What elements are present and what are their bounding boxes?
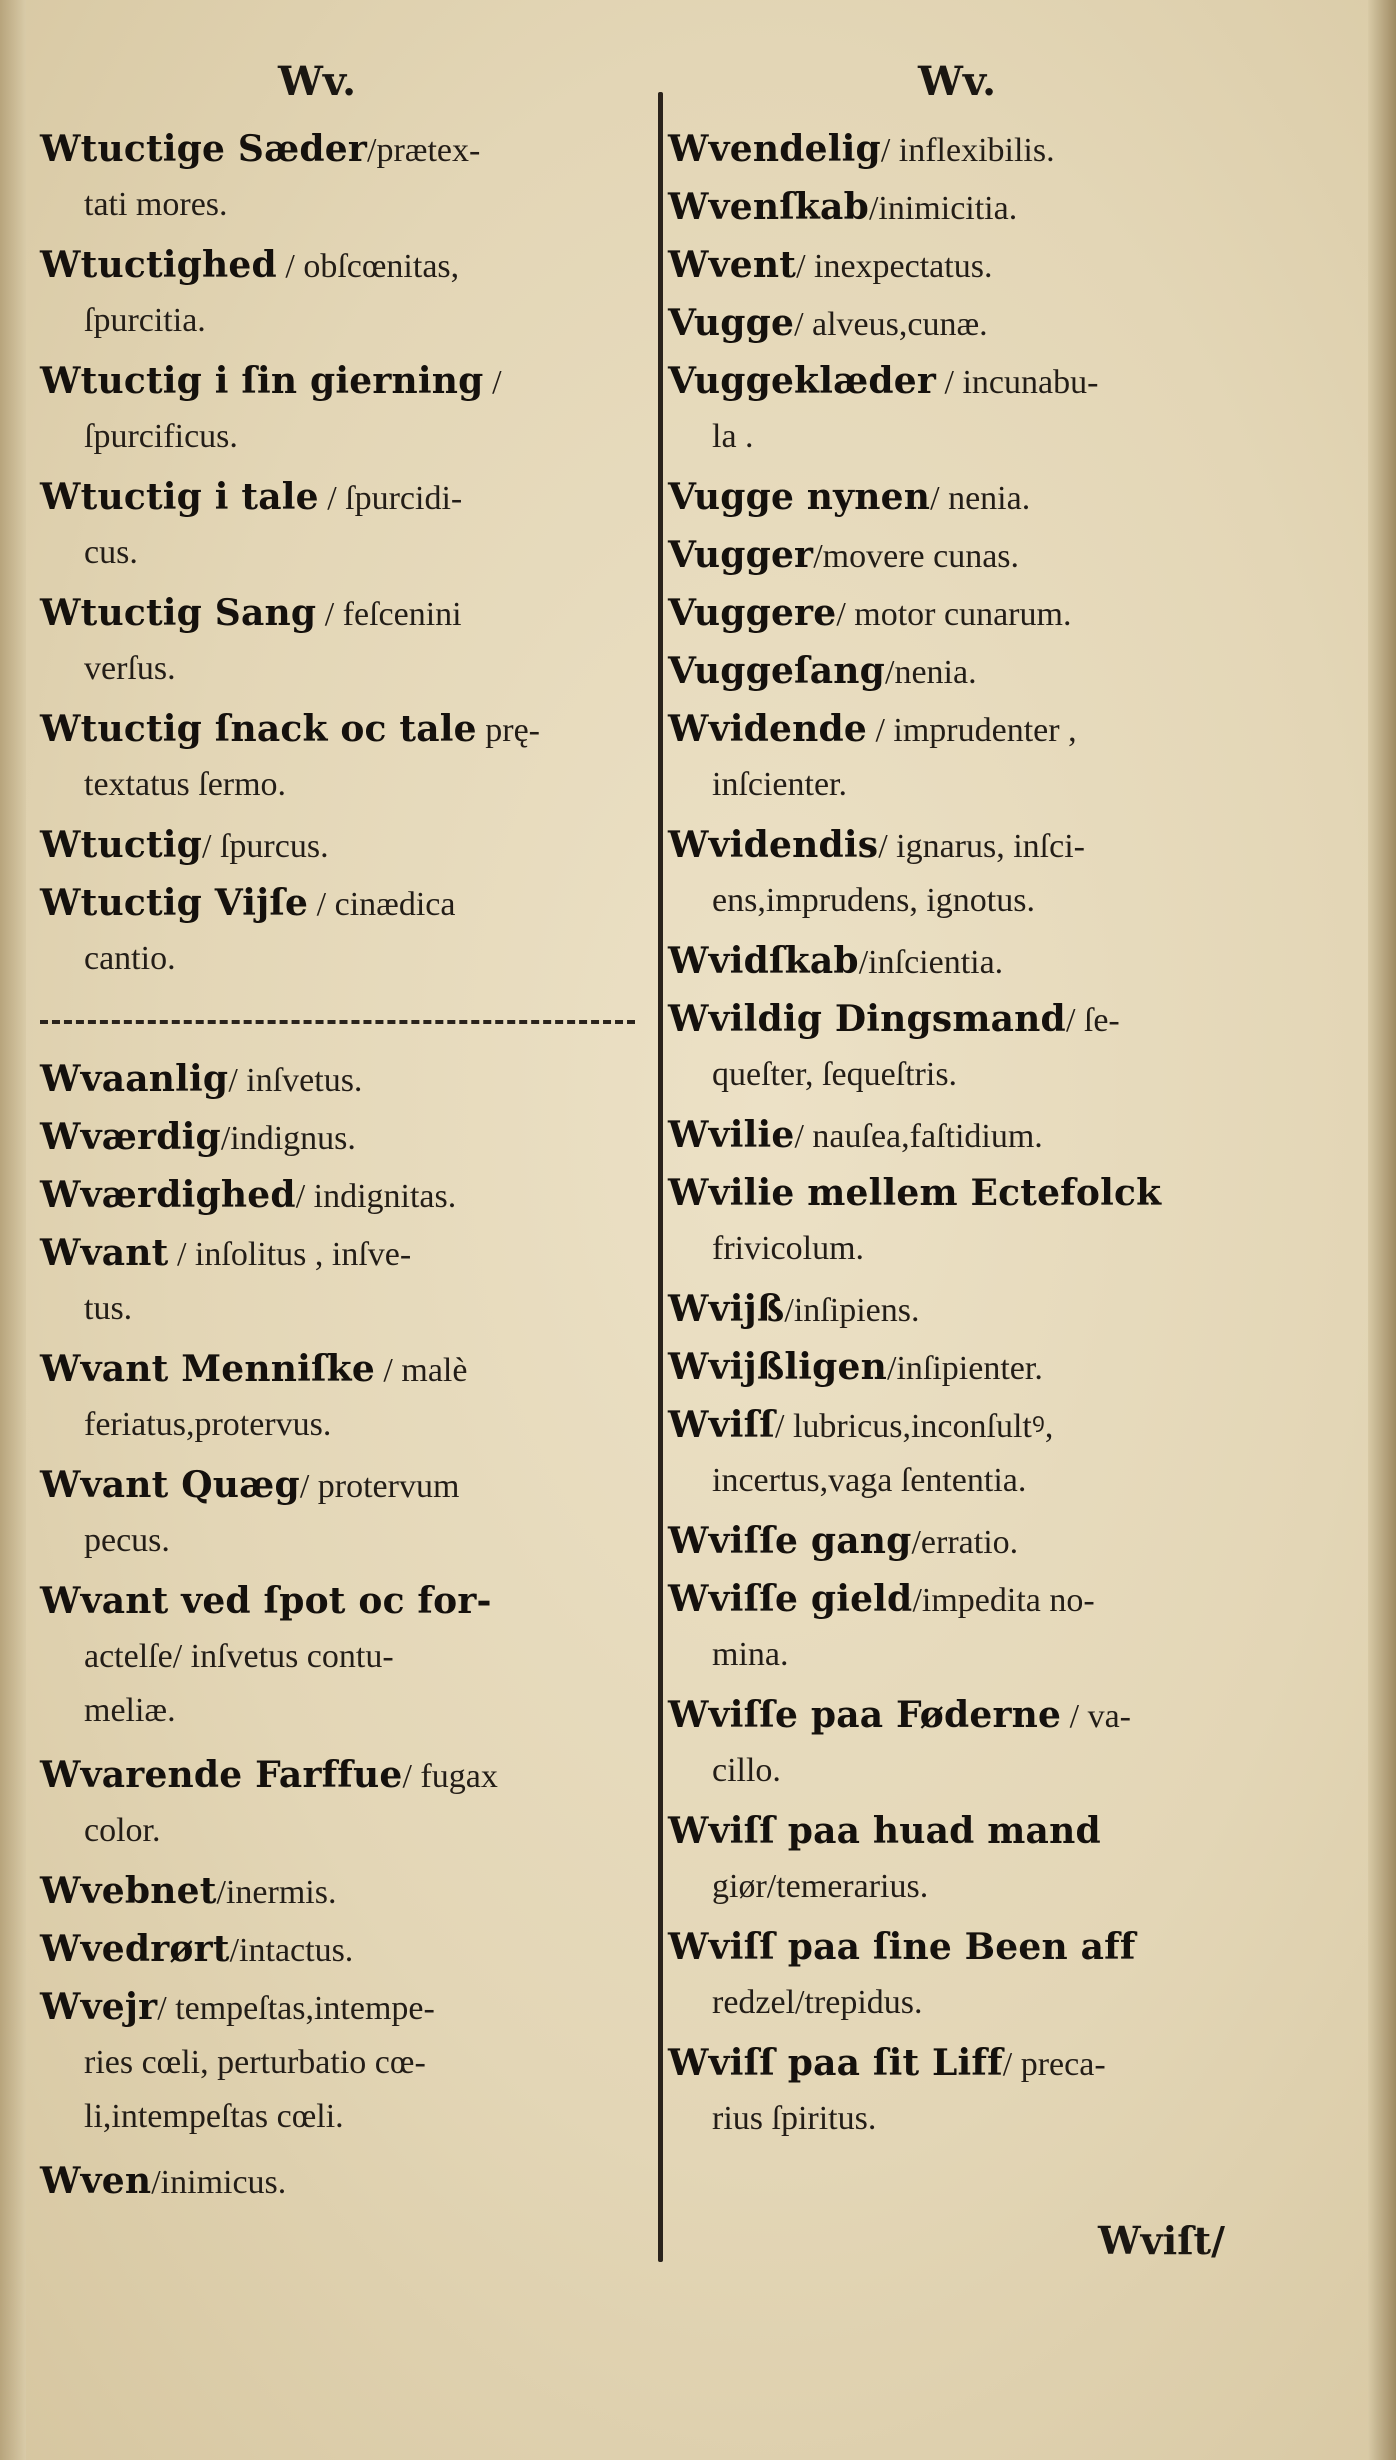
gloss: /impedita no- bbox=[912, 1582, 1095, 1619]
headword: Wvant Menniſke bbox=[40, 1348, 375, 1390]
headword: Wvant ved ſpot oc for- bbox=[40, 1580, 492, 1622]
dictionary-entry bbox=[40, 1342, 645, 1452]
gloss: / inflexibilis. bbox=[880, 132, 1055, 169]
headword: Vugge nynen bbox=[668, 476, 931, 518]
gloss: / obſcœnitas, bbox=[276, 248, 460, 285]
gloss: / ſpurcus. bbox=[202, 828, 329, 865]
entry-line bbox=[668, 354, 1288, 410]
headword: Wvilie bbox=[668, 1114, 795, 1156]
dictionary-entry bbox=[40, 1168, 645, 1224]
headword: Vuggeklæder bbox=[668, 360, 937, 402]
entry-continuation: li,intempeſtas cœli. bbox=[84, 2098, 344, 2135]
dictionary-entry bbox=[668, 1514, 1288, 1570]
gloss: /inermis. bbox=[216, 1874, 337, 1911]
dictionary-entry bbox=[668, 1804, 1288, 1914]
gloss: /inſipienter. bbox=[887, 1350, 1043, 1387]
entry-continuation: frivicolum. bbox=[712, 1230, 865, 1267]
gloss: / nauſea,faſtidium. bbox=[794, 1118, 1043, 1155]
headword: Wvarende Farffue bbox=[40, 1754, 403, 1796]
entry-line bbox=[40, 470, 645, 526]
entry-continuation: tati mores. bbox=[84, 186, 228, 223]
gloss: / motor cunarum. bbox=[836, 596, 1072, 633]
entry-line bbox=[40, 354, 645, 410]
headword: Vugger bbox=[668, 534, 814, 576]
headword: Wtuctig i tale bbox=[40, 476, 319, 518]
page-edge-left bbox=[0, 0, 26, 2460]
headword: Wviſſe paa Føderne bbox=[668, 1694, 1062, 1736]
gloss: / lubricus,inconſultꝰ, bbox=[775, 1408, 1054, 1445]
gloss: / indignitas. bbox=[295, 1178, 457, 1215]
gloss: / alveus,cunæ. bbox=[794, 306, 988, 343]
headword: Wviſſ paa ſit Liff bbox=[668, 2042, 1003, 2084]
dictionary-entry bbox=[668, 1688, 1288, 1798]
entry-line bbox=[40, 586, 645, 642]
headword: Wvendelig bbox=[668, 128, 881, 170]
dictionary-entry bbox=[668, 1572, 1288, 1682]
entry-line bbox=[668, 644, 1288, 700]
entry-line bbox=[668, 1804, 1288, 1860]
entry-line bbox=[668, 992, 1288, 1048]
entry-line bbox=[668, 296, 1288, 352]
headword: Wværdighed bbox=[40, 1174, 296, 1216]
dictionary-entry bbox=[40, 1574, 645, 1738]
entry-line bbox=[668, 1572, 1288, 1628]
entry-continuation: ſpurcitia. bbox=[84, 302, 206, 339]
catchword: Wviſt/ bbox=[1098, 2218, 1225, 2263]
entry-continuation: feriatus,protervus. bbox=[84, 1406, 332, 1443]
headword: Wvedrørt bbox=[40, 1928, 230, 1970]
entry-line bbox=[40, 1980, 645, 2036]
headword: Wtuctig ſnack oc tale bbox=[40, 708, 477, 750]
dictionary-entry bbox=[668, 354, 1288, 464]
dictionary-entry bbox=[668, 238, 1288, 294]
gloss: / inſolitus , inſve- bbox=[168, 1236, 412, 1273]
headword: Wvent bbox=[668, 244, 797, 286]
entry-continuation: inſcienter. bbox=[712, 766, 848, 803]
dictionary-entry bbox=[668, 992, 1288, 1102]
dictionary-entry bbox=[668, 1166, 1288, 1276]
headword: Vugge bbox=[668, 302, 795, 344]
entry-continuation: pecus. bbox=[84, 1522, 170, 1559]
dictionary-entry bbox=[40, 238, 645, 348]
dictionary-entry bbox=[40, 2154, 645, 2210]
headword: Wvaanlig bbox=[40, 1058, 229, 1100]
dictionary-entry bbox=[668, 644, 1288, 700]
gloss: prę- bbox=[476, 712, 540, 749]
entry-continuation: cus. bbox=[84, 534, 138, 571]
headword: Vuggere bbox=[668, 592, 837, 634]
dictionary-entry bbox=[40, 122, 645, 232]
entry-line bbox=[40, 1458, 645, 1514]
gloss: / feſcenini bbox=[316, 596, 462, 633]
gloss: / protervum bbox=[299, 1468, 460, 1505]
entry-continuation: ſpurcificus. bbox=[84, 418, 238, 455]
entry-line bbox=[668, 1920, 1288, 1976]
dictionary-entry bbox=[668, 1340, 1288, 1396]
entry-line bbox=[668, 1398, 1288, 1454]
gloss: /intactus. bbox=[229, 1932, 354, 1969]
entry-line bbox=[40, 238, 645, 294]
entry-line bbox=[668, 934, 1288, 990]
dictionary-entry bbox=[668, 818, 1288, 928]
gloss: / fugax bbox=[402, 1758, 498, 1795]
entry-line bbox=[40, 1922, 645, 1978]
entry-line bbox=[40, 876, 645, 932]
headword: Wvidende bbox=[668, 708, 867, 750]
gloss: /inſcientia. bbox=[858, 944, 1004, 981]
gloss: / ſpurcidi- bbox=[318, 480, 463, 517]
dictionary-entry bbox=[40, 470, 645, 580]
dictionary-entry bbox=[668, 470, 1288, 526]
gloss: /prætex- bbox=[367, 132, 481, 169]
gloss: /movere cunas. bbox=[813, 538, 1020, 575]
entry-continuation: ries cœli, perturbatio cœ- bbox=[84, 2044, 426, 2081]
headword: Wvidſkab bbox=[668, 940, 859, 982]
dictionary-entry bbox=[40, 586, 645, 696]
entry-line bbox=[40, 818, 645, 874]
gloss: /erratio. bbox=[911, 1524, 1019, 1561]
dictionary-entry bbox=[40, 1226, 645, 1336]
entry-line bbox=[668, 1340, 1288, 1396]
dictionary-entry bbox=[40, 702, 645, 812]
entry-line bbox=[668, 1166, 1288, 1222]
entry-line bbox=[40, 1052, 645, 1108]
dictionary-entry bbox=[668, 180, 1288, 236]
dictionary-entry bbox=[40, 1748, 645, 1858]
headword: Wtuctig Sang bbox=[40, 592, 317, 634]
dictionary-entry bbox=[668, 2036, 1288, 2146]
headword: Wviſſ bbox=[668, 1404, 775, 1446]
dictionary-entry bbox=[40, 1864, 645, 1920]
dictionary-entry bbox=[668, 702, 1288, 812]
running-head-right: Wv. bbox=[918, 58, 997, 105]
entry-line bbox=[668, 238, 1288, 294]
entry-continuation: cantio. bbox=[84, 940, 176, 977]
dictionary-entry bbox=[40, 1052, 645, 1108]
entry-continuation: textatus ſermo. bbox=[84, 766, 287, 803]
entry-line bbox=[668, 1108, 1288, 1164]
entry-continuation: mina. bbox=[712, 1636, 789, 1673]
entry-line bbox=[668, 702, 1288, 758]
entry-line bbox=[40, 1574, 645, 1630]
entry-continuation: incertus,vaga ſententia. bbox=[712, 1462, 1027, 1499]
dictionary-entry bbox=[668, 934, 1288, 990]
headword: Vuggeſang bbox=[668, 650, 886, 692]
entry-line bbox=[668, 180, 1288, 236]
entry-continuation: cillo. bbox=[712, 1752, 781, 1789]
entry-line bbox=[40, 122, 645, 178]
gloss: / inexpectatus. bbox=[796, 248, 993, 285]
entry-continuation: rius ſpiritus. bbox=[712, 2100, 877, 2137]
entry-continuation: giør/temerarius. bbox=[712, 1868, 929, 1905]
entry-continuation: ens,imprudens, ignotus. bbox=[712, 882, 1035, 919]
gloss: / malè bbox=[374, 1352, 468, 1389]
entry-continuation: queſter, ſequeſtris. bbox=[712, 1056, 958, 1093]
headword: Wtuctighed bbox=[40, 244, 277, 286]
entry-line bbox=[40, 1748, 645, 1804]
entry-line bbox=[668, 586, 1288, 642]
headword: Wvenſkab bbox=[668, 186, 869, 228]
entry-continuation: la . bbox=[712, 418, 754, 455]
entry-continuation: meliæ. bbox=[84, 1692, 176, 1729]
headword: Wviſſe gang bbox=[668, 1520, 912, 1562]
gloss: /indignus. bbox=[220, 1120, 356, 1157]
headword: Wvildig Dingsmand bbox=[668, 998, 1066, 1040]
dictionary-entry bbox=[668, 1108, 1288, 1164]
gloss: /nenia. bbox=[885, 654, 977, 691]
gloss: / va- bbox=[1061, 1698, 1131, 1735]
dictionary-entry bbox=[40, 1110, 645, 1166]
gloss: / imprudenter , bbox=[866, 712, 1077, 749]
gloss: /inſipiens. bbox=[784, 1292, 920, 1329]
gloss: / incunabu- bbox=[936, 364, 1099, 401]
entry-line bbox=[40, 702, 645, 758]
entry-line bbox=[668, 470, 1288, 526]
dictionary-entry bbox=[668, 528, 1288, 584]
gloss: / cinædica bbox=[308, 886, 456, 923]
entry-line bbox=[668, 1514, 1288, 1570]
headword: Wven bbox=[40, 2160, 152, 2202]
gloss: / nenia. bbox=[930, 480, 1031, 517]
gloss: / ſe- bbox=[1065, 1002, 1120, 1039]
entry-line bbox=[40, 1342, 645, 1398]
gloss: / tempeſtas,intempe- bbox=[157, 1990, 435, 2027]
gloss: / bbox=[483, 364, 502, 401]
entry-continuation: verſus. bbox=[84, 650, 176, 687]
headword: Wværdig bbox=[40, 1116, 221, 1158]
entry-line bbox=[40, 2154, 645, 2210]
dictionary-entry bbox=[40, 1458, 645, 1568]
headword: Wtuctige Sæder bbox=[40, 128, 368, 170]
headword: Wvilie mellem Ectefolck bbox=[668, 1172, 1162, 1214]
headword: Wvijßligen bbox=[668, 1346, 888, 1388]
entry-line bbox=[668, 1688, 1288, 1744]
gloss: / inſvetus. bbox=[228, 1062, 363, 1099]
gloss: / ignarus, inſci- bbox=[878, 828, 1085, 865]
headword: Wvejr bbox=[40, 1986, 158, 2028]
ornamental-divider bbox=[40, 1020, 635, 1038]
gloss: / preca- bbox=[1002, 2046, 1106, 2083]
dictionary-entry bbox=[668, 1920, 1288, 2030]
entry-line bbox=[40, 1226, 645, 1282]
headword: Wviſſ paa huad mand bbox=[668, 1810, 1101, 1852]
dictionary-entry bbox=[668, 586, 1288, 642]
entry-line bbox=[668, 2036, 1288, 2092]
entry-line bbox=[668, 528, 1288, 584]
entry-line bbox=[40, 1110, 645, 1166]
dictionary-entry bbox=[40, 1980, 645, 2144]
dictionary-entry bbox=[668, 296, 1288, 352]
headword: Wtuctig i ſin gierning bbox=[40, 360, 484, 402]
headword: Wvant Quæg bbox=[40, 1464, 300, 1506]
headword: Wviſſe gield bbox=[668, 1578, 913, 1620]
entry-continuation: redzel/trepidus. bbox=[712, 1984, 923, 2021]
entry-line bbox=[668, 122, 1288, 178]
entry-line bbox=[668, 1282, 1288, 1338]
gloss: /inimicitia. bbox=[868, 190, 1018, 227]
entry-line bbox=[668, 818, 1288, 874]
gloss: /inimicus. bbox=[151, 2164, 287, 2201]
entry-continuation: color. bbox=[84, 1812, 161, 1849]
dictionary-entry bbox=[668, 1398, 1288, 1508]
headword: Wvant bbox=[40, 1232, 169, 1274]
headword: Wvijß bbox=[668, 1288, 785, 1330]
running-head-left: Wv. bbox=[278, 58, 357, 105]
headword: Wtuctig Vijſe bbox=[40, 882, 309, 924]
dictionary-entry bbox=[40, 1922, 645, 1978]
entry-continuation: actelſe/ inſvetus contu- bbox=[84, 1638, 394, 1675]
headword: Wvebnet bbox=[40, 1870, 217, 1912]
dictionary-entry bbox=[668, 1282, 1288, 1338]
dictionary-entry bbox=[40, 354, 645, 464]
entry-line bbox=[40, 1864, 645, 1920]
entry-continuation: tus. bbox=[84, 1290, 133, 1327]
dictionary-entry bbox=[668, 122, 1288, 178]
headword: Wviſſ paa ſine Been aff bbox=[668, 1926, 1136, 1968]
headword: Wvidendis bbox=[668, 824, 879, 866]
dictionary-entry bbox=[40, 876, 645, 986]
dictionary-entry bbox=[40, 818, 645, 874]
headword: Wtuctig bbox=[40, 824, 203, 866]
page-edge-right bbox=[1368, 0, 1396, 2460]
column-rule bbox=[658, 92, 663, 2262]
entry-line bbox=[40, 1168, 645, 1224]
